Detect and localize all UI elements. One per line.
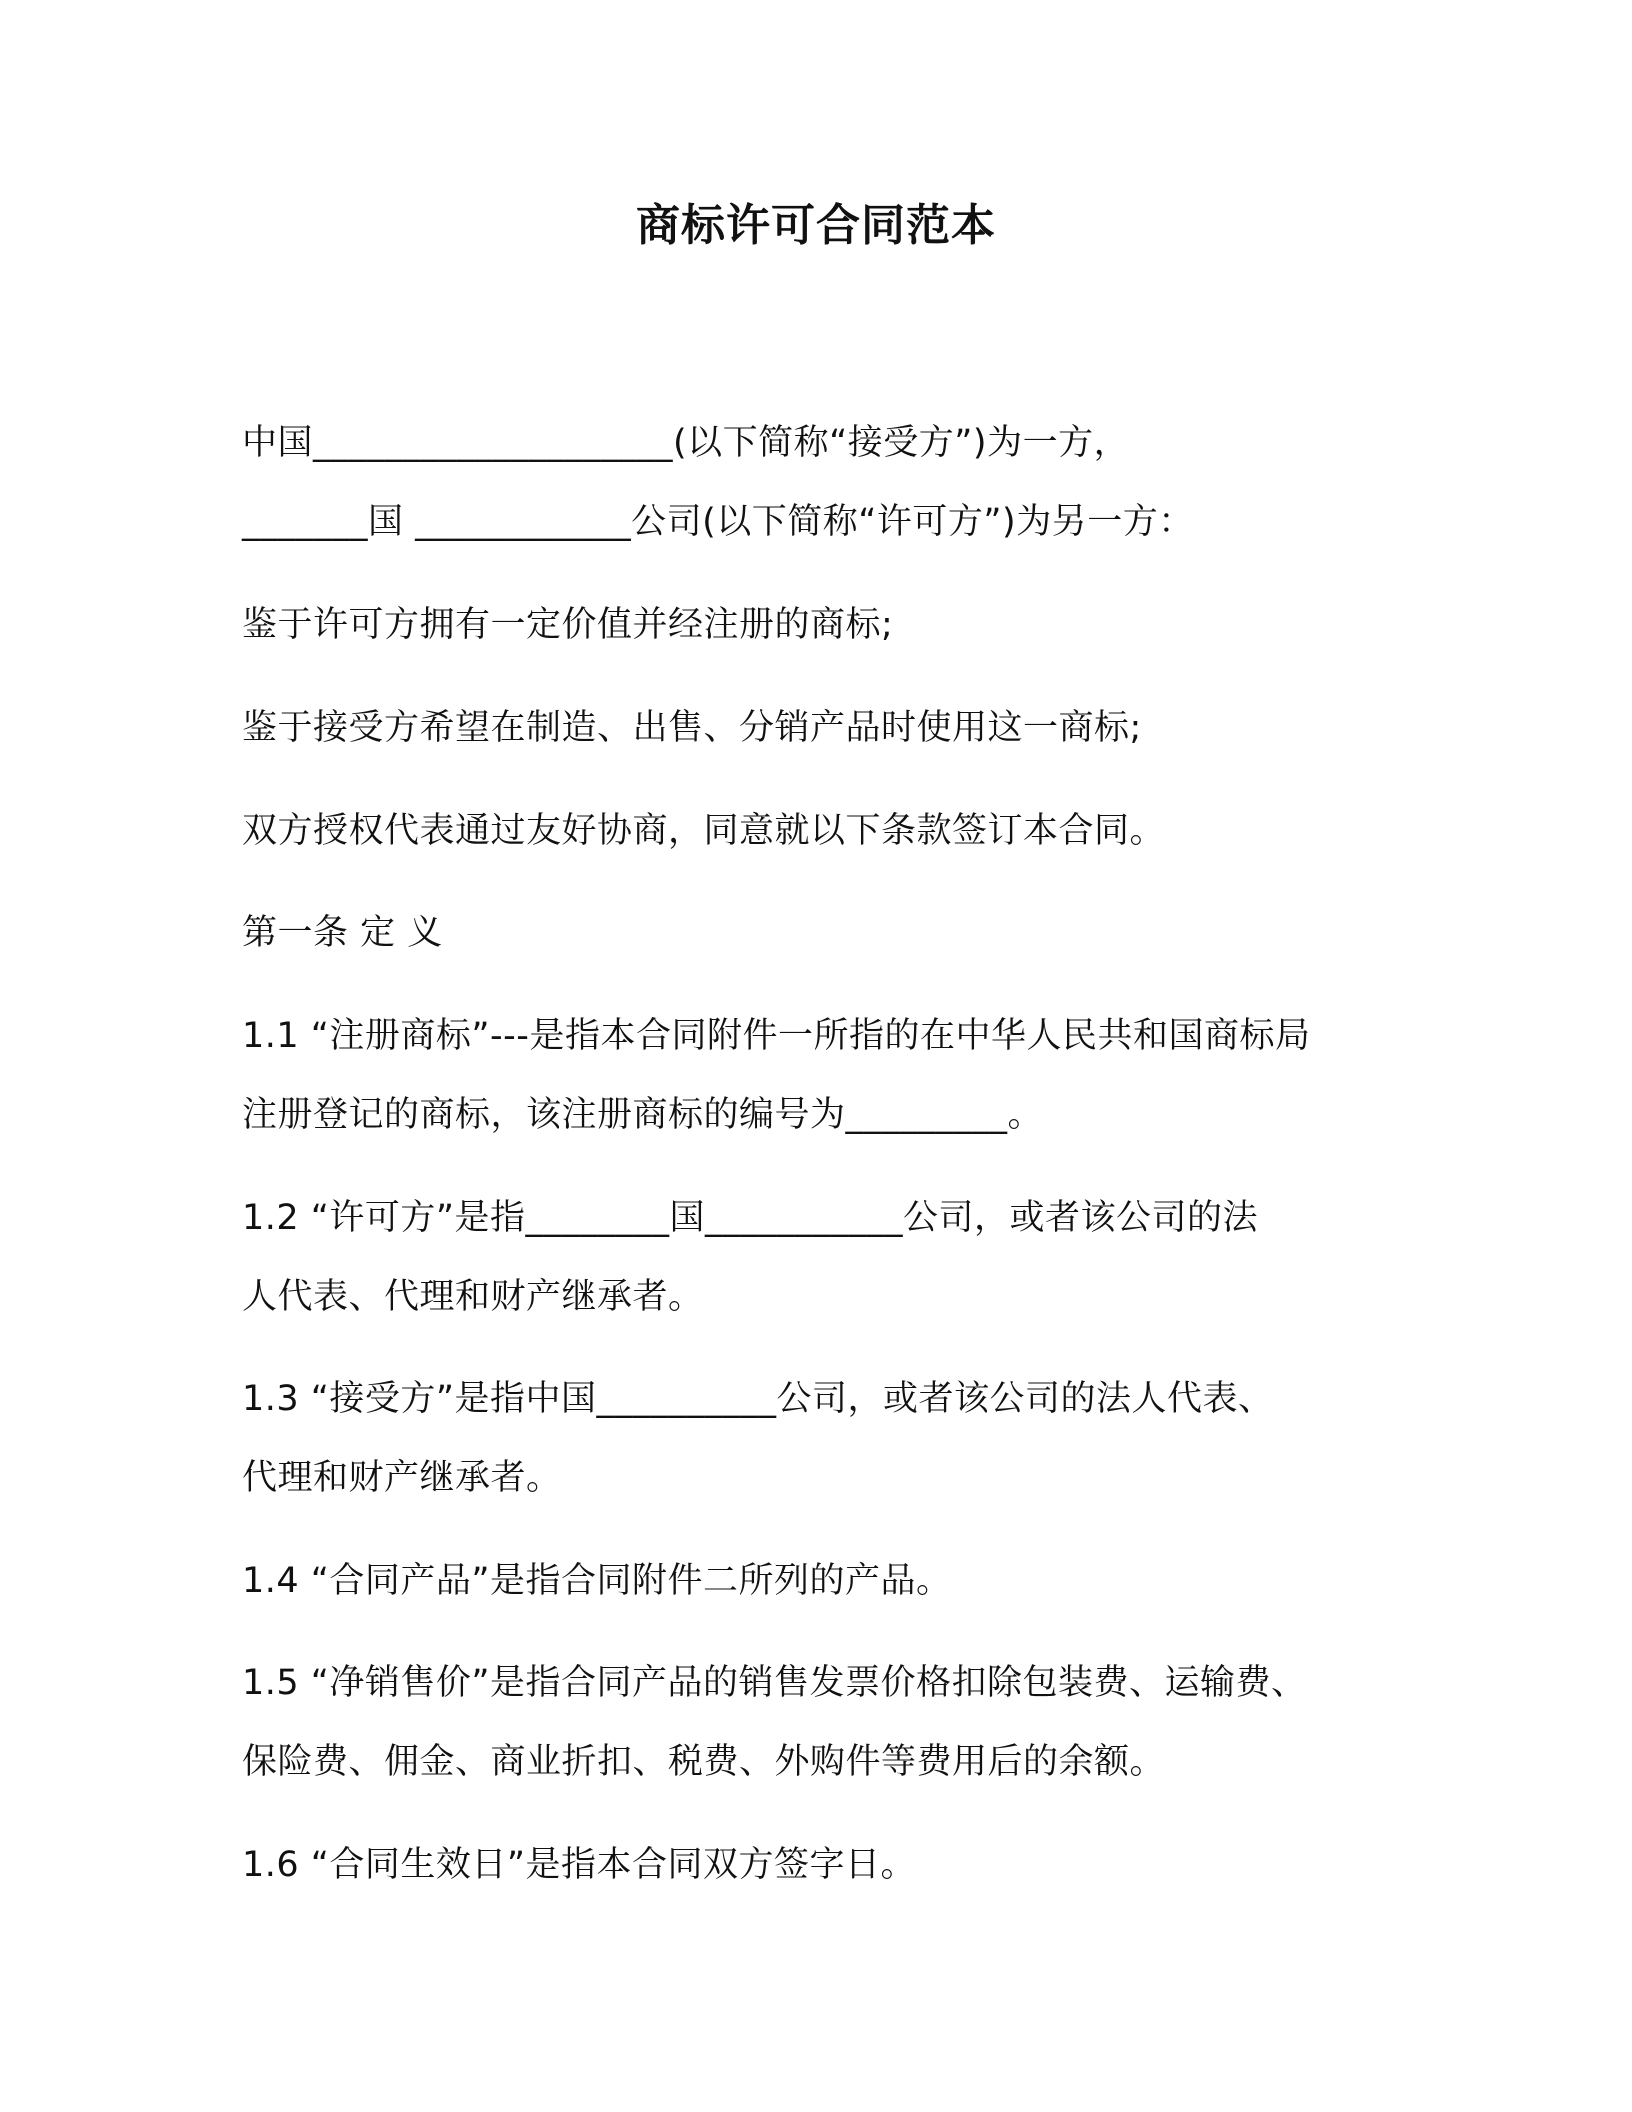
clause-1-4: 1.4 “合同产品”是指合同附件二所列的产品。 [242,1561,952,1601]
party-licensor-line: _______国 ____________公司(以下简称“许可方”)为另一方： [242,502,1194,542]
clause-1-5-line-1: 1.5 “净销售价”是指合同产品的销售发票价格扣除包装费、运输费、 [242,1663,1307,1703]
article-1-heading: 第一条 定 义 [242,913,443,953]
document-title: 商标许可合同范本 [636,200,996,251]
recital-receiver: 鉴于接受方希望在制造、出售、分销产品时使用这一商标; [242,708,1142,748]
recital-licensor: 鉴于许可方拥有一定价值并经注册的商标; [242,605,894,645]
clause-1-1-line-1: 1.1 “注册商标”---是指本合同附件一所指的在中华人民共和国商标局 [242,1016,1311,1056]
clause-1-1-line-2: 注册登记的商标，该注册商标的编号为_________。 [242,1095,1044,1135]
clause-1-3-line-2: 代理和财产继承者。 [242,1458,562,1498]
clause-1-5-line-2: 保险费、佣金、商业折扣、税费、外购件等费用后的余额。 [242,1742,1166,1782]
clause-1-2-line-1: 1.2 “许可方”是指________国___________公司，或者该公司的法 [242,1198,1259,1238]
recital-agreement: 双方授权代表通过友好协商，同意就以下条款签订本合同。 [242,811,1166,851]
clause-1-6: 1.6 “合同生效日”是指本合同双方签字日。 [242,1845,917,1885]
party-receiver-line: 中国____________________(以下简称“接受方”)为一方， [242,423,1130,463]
clause-1-3-line-1: 1.3 “接受方”是指中国__________公司，或者该公司的法人代表、 [242,1379,1274,1419]
clause-1-2-line-2: 人代表、代理和财产继承者。 [242,1277,704,1317]
